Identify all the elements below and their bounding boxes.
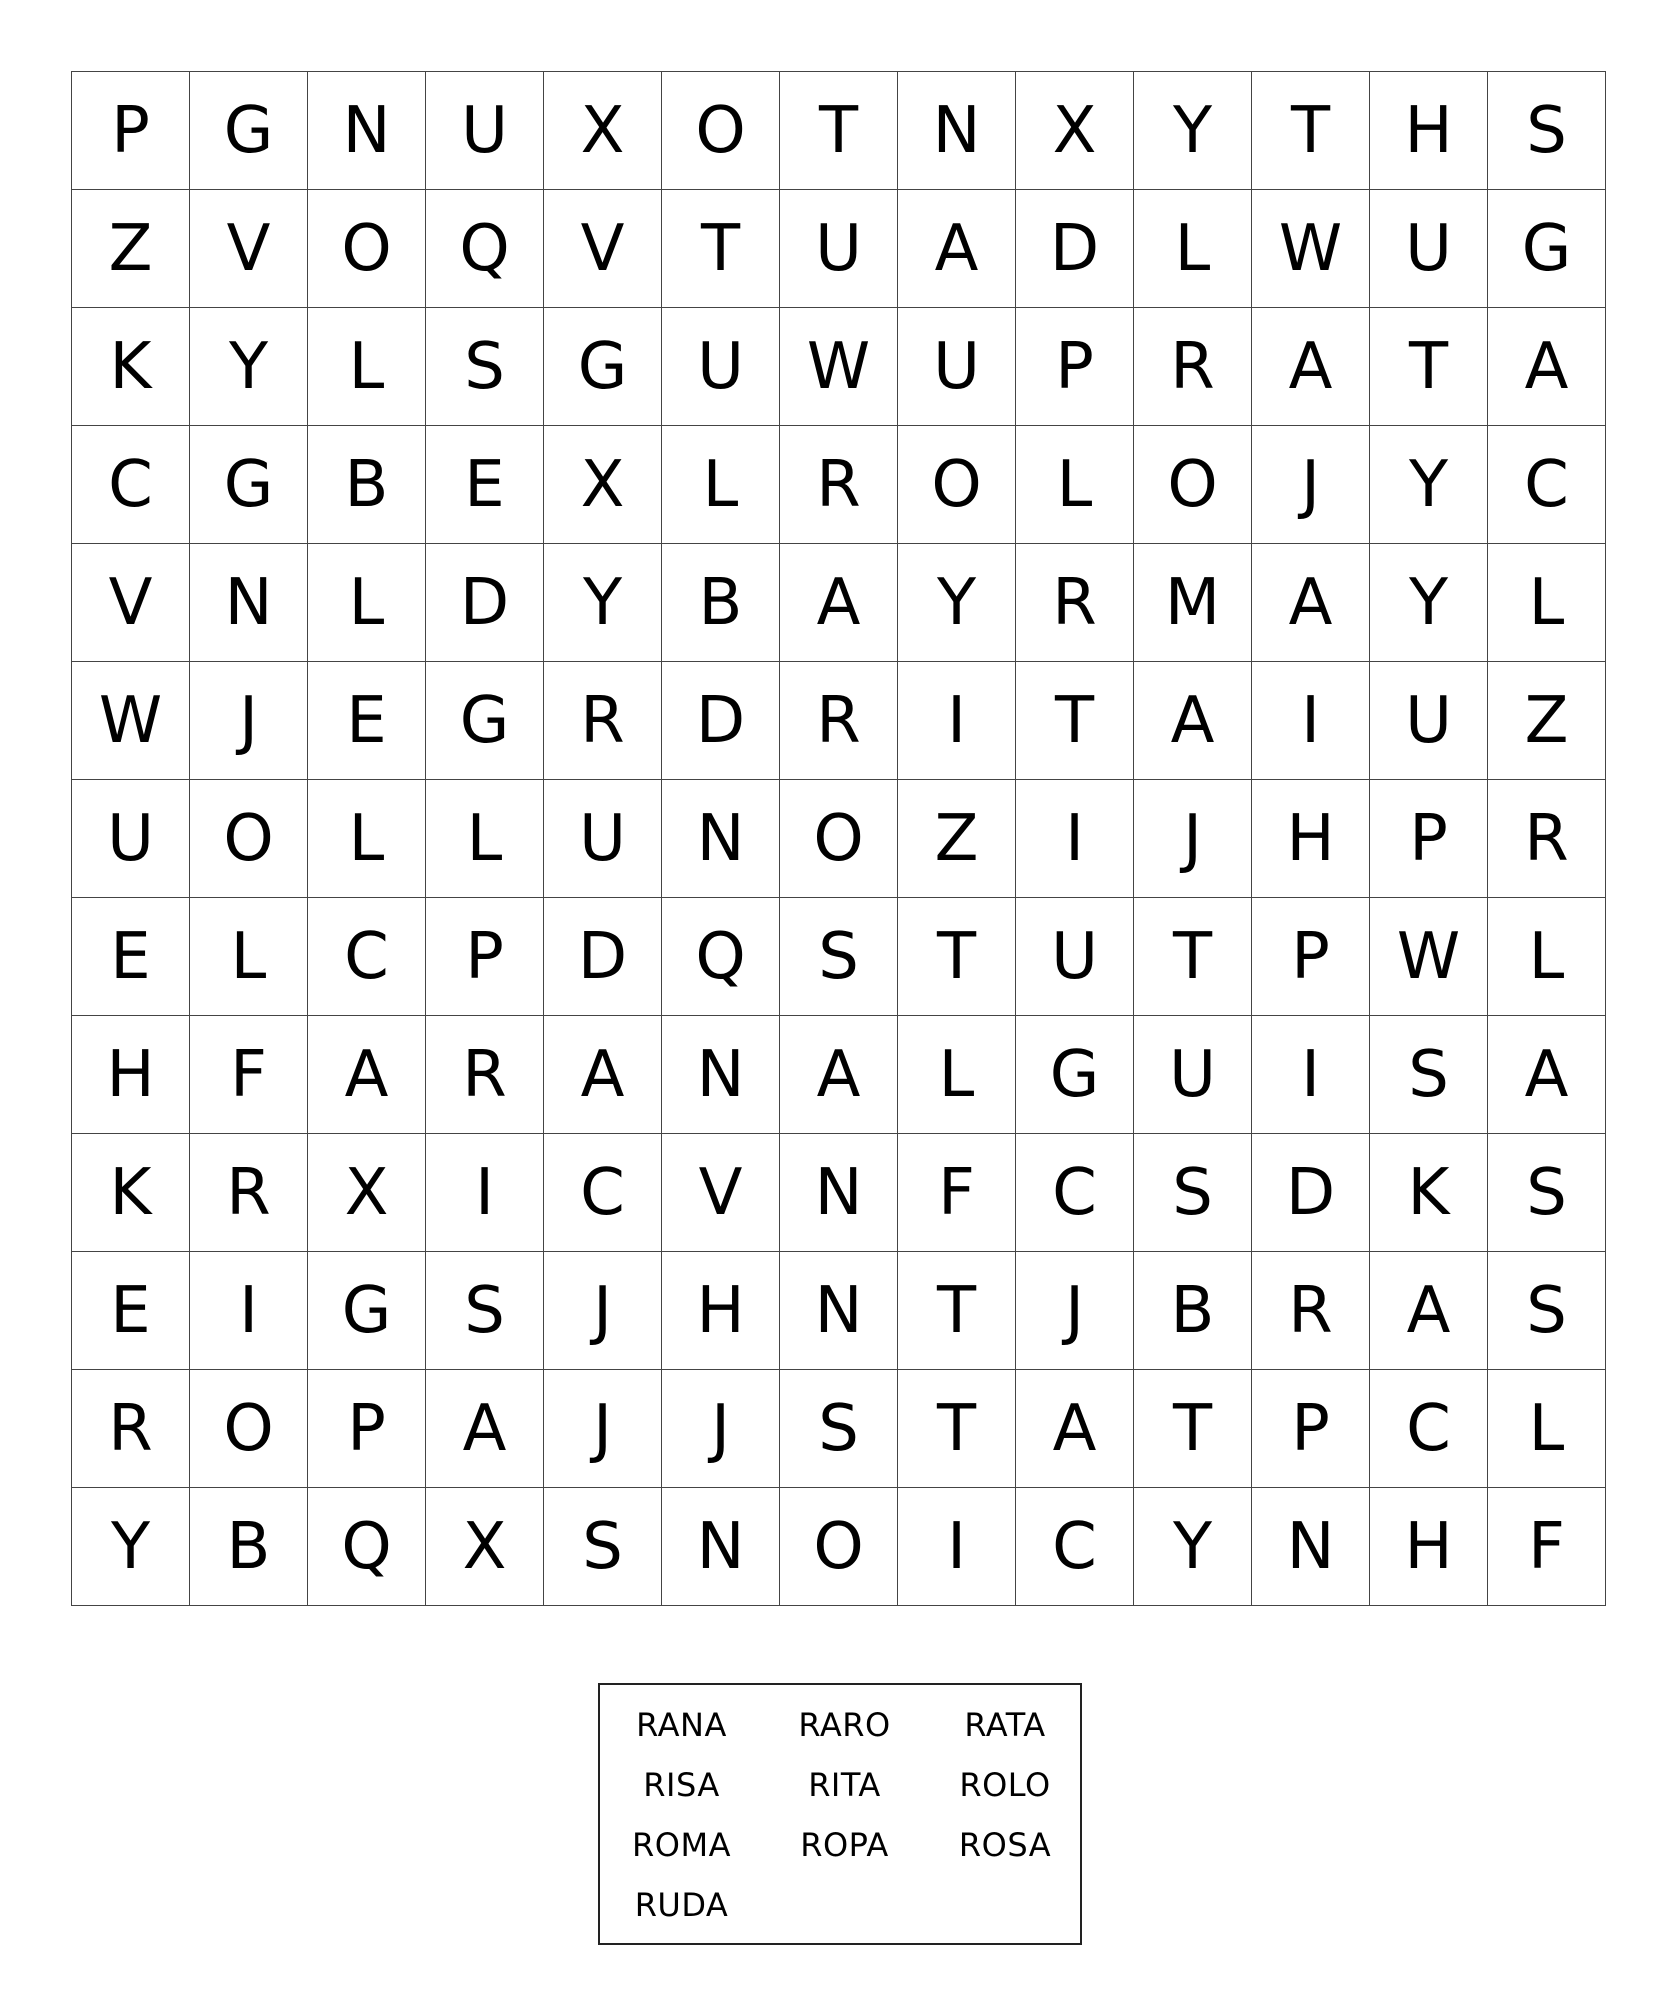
grid-cell[interactable]: W	[72, 662, 190, 780]
grid-cell[interactable]: D	[662, 662, 780, 780]
grid-cell[interactable]: N	[308, 72, 426, 190]
grid-cell[interactable]: A	[1134, 662, 1252, 780]
grid-cell[interactable]: R	[72, 1370, 190, 1488]
grid-cell[interactable]: Q	[308, 1488, 426, 1606]
grid-cell[interactable]: R	[780, 662, 898, 780]
grid-cell[interactable]: T	[1134, 1370, 1252, 1488]
grid-cell[interactable]: D	[1252, 1134, 1370, 1252]
grid-cell[interactable]: A	[426, 1370, 544, 1488]
grid-cell[interactable]: Y	[1134, 1488, 1252, 1606]
grid-cell[interactable]: X	[544, 426, 662, 544]
grid-cell[interactable]: L	[662, 426, 780, 544]
grid-cell[interactable]: U	[1370, 190, 1488, 308]
grid-cell[interactable]: W	[780, 308, 898, 426]
grid-cell[interactable]: S	[780, 898, 898, 1016]
grid-cell[interactable]: R	[1134, 308, 1252, 426]
grid-cell[interactable]: A	[780, 544, 898, 662]
grid-cell[interactable]: L	[308, 780, 426, 898]
grid-cell[interactable]: N	[780, 1252, 898, 1370]
grid-cell[interactable]: R	[544, 662, 662, 780]
grid-cell[interactable]: X	[426, 1488, 544, 1606]
grid-cell[interactable]: I	[1016, 780, 1134, 898]
grid-cell[interactable]: I	[426, 1134, 544, 1252]
grid-cell[interactable]: S	[426, 308, 544, 426]
grid-cell[interactable]: K	[72, 308, 190, 426]
grid-cell[interactable]: W	[1252, 190, 1370, 308]
grid-cell[interactable]: B	[662, 544, 780, 662]
grid-cell[interactable]: S	[544, 1488, 662, 1606]
grid-cell[interactable]: A	[308, 1016, 426, 1134]
grid-cell[interactable]: H	[662, 1252, 780, 1370]
grid-cell[interactable]: N	[780, 1134, 898, 1252]
grid-cell[interactable]: Y	[1370, 426, 1488, 544]
grid-cell[interactable]: U	[898, 308, 1016, 426]
grid-cell[interactable]: Q	[662, 898, 780, 1016]
grid-cell[interactable]: T	[780, 72, 898, 190]
grid-cell[interactable]: T	[1016, 662, 1134, 780]
grid-cell[interactable]: L	[190, 898, 308, 1016]
grid-cell[interactable]: O	[190, 780, 308, 898]
grid-cell[interactable]: O	[780, 780, 898, 898]
grid-cell[interactable]: C	[308, 898, 426, 1016]
grid-cell[interactable]: U	[780, 190, 898, 308]
grid-cell[interactable]: N	[190, 544, 308, 662]
grid-cell[interactable]: C	[1016, 1134, 1134, 1252]
grid-cell[interactable]: O	[780, 1488, 898, 1606]
grid-cell[interactable]: T	[898, 898, 1016, 1016]
grid-cell[interactable]: C	[1488, 426, 1606, 544]
grid-cell[interactable]: U	[1370, 662, 1488, 780]
grid-cell[interactable]: T	[662, 190, 780, 308]
grid-cell[interactable]: I	[1252, 1016, 1370, 1134]
grid-cell[interactable]: T	[1134, 898, 1252, 1016]
grid-cell[interactable]: A	[780, 1016, 898, 1134]
word-bank-item: RISA	[643, 1766, 720, 1804]
letter-grid	[71, 71, 1606, 1606]
grid-cell[interactable]: T	[898, 1370, 1016, 1488]
grid-cell[interactable]: L	[1134, 190, 1252, 308]
grid-cell[interactable]: E	[426, 426, 544, 544]
grid-cell[interactable]: Y	[1134, 72, 1252, 190]
grid-cell[interactable]: Z	[898, 780, 1016, 898]
grid-cell[interactable]: N	[1252, 1488, 1370, 1606]
word-bank-item: ROMA	[632, 1826, 731, 1864]
grid-cell[interactable]: L	[1488, 898, 1606, 1016]
grid-cell[interactable]: C	[544, 1134, 662, 1252]
word-bank	[598, 1683, 1082, 1945]
grid-cell[interactable]: P	[1252, 898, 1370, 1016]
grid-cell[interactable]: G	[1016, 1016, 1134, 1134]
grid-cell[interactable]: L	[426, 780, 544, 898]
grid-cell[interactable]: X	[544, 72, 662, 190]
grid-cell[interactable]: B	[1134, 1252, 1252, 1370]
grid-cell[interactable]: V	[72, 544, 190, 662]
grid-cell[interactable]: J	[662, 1370, 780, 1488]
grid-cell[interactable]: P	[72, 72, 190, 190]
grid-cell[interactable]: O	[662, 72, 780, 190]
grid-cell[interactable]: J	[1134, 780, 1252, 898]
grid-cell[interactable]: L	[1488, 544, 1606, 662]
grid-cell[interactable]: A	[1488, 1016, 1606, 1134]
grid-cell[interactable]: U	[1016, 898, 1134, 1016]
grid-cell[interactable]: M	[1134, 544, 1252, 662]
grid-cell[interactable]: U	[72, 780, 190, 898]
grid-cell[interactable]: T	[898, 1252, 1016, 1370]
grid-cell[interactable]: I	[190, 1252, 308, 1370]
grid-cell[interactable]: A	[1370, 1252, 1488, 1370]
grid-cell[interactable]: G	[1488, 190, 1606, 308]
word-bank-item: ROSA	[958, 1826, 1052, 1864]
grid-cell[interactable]: R	[426, 1016, 544, 1134]
grid-cell[interactable]: U	[662, 308, 780, 426]
grid-cell[interactable]: L	[308, 308, 426, 426]
grid-cell[interactable]: P	[426, 898, 544, 1016]
grid-cell[interactable]: U	[1134, 1016, 1252, 1134]
grid-cell[interactable]: A	[1252, 308, 1370, 426]
grid-cell[interactable]: Y	[898, 544, 1016, 662]
grid-cell[interactable]: P	[1252, 1370, 1370, 1488]
grid-cell[interactable]: B	[190, 1488, 308, 1606]
grid-cell[interactable]: R	[1016, 544, 1134, 662]
grid-cell[interactable]: J	[1252, 426, 1370, 544]
grid-cell[interactable]: A	[1488, 308, 1606, 426]
grid-cell[interactable]: L	[308, 544, 426, 662]
grid-cell[interactable]: G	[190, 72, 308, 190]
grid-cell[interactable]: W	[1370, 898, 1488, 1016]
grid-cell[interactable]: E	[72, 898, 190, 1016]
grid-cell[interactable]: F	[190, 1016, 308, 1134]
grid-cell[interactable]: A	[1016, 1370, 1134, 1488]
grid-cell[interactable]: P	[308, 1370, 426, 1488]
grid-cell[interactable]: G	[190, 426, 308, 544]
grid-cell[interactable]: N	[898, 72, 1016, 190]
grid-cell[interactable]: X	[308, 1134, 426, 1252]
grid-cell[interactable]: A	[544, 1016, 662, 1134]
grid-cell[interactable]: K	[1370, 1134, 1488, 1252]
grid-cell[interactable]: C	[72, 426, 190, 544]
grid-cell[interactable]: Z	[1488, 662, 1606, 780]
grid-cell[interactable]: P	[1016, 308, 1134, 426]
grid-cell[interactable]: A	[1252, 544, 1370, 662]
grid-cell[interactable]: J	[544, 1252, 662, 1370]
grid-cell[interactable]: Y	[72, 1488, 190, 1606]
grid-cell[interactable]: Q	[426, 190, 544, 308]
grid-cell[interactable]: A	[898, 190, 1016, 308]
grid-cell[interactable]: D	[426, 544, 544, 662]
grid-cell[interactable]: B	[308, 426, 426, 544]
grid-cell[interactable]: I	[898, 1488, 1016, 1606]
grid-cell[interactable]: P	[1370, 780, 1488, 898]
grid-cell[interactable]: J	[1016, 1252, 1134, 1370]
grid-cell[interactable]: J	[190, 662, 308, 780]
grid-cell[interactable]: S	[780, 1370, 898, 1488]
grid-cell[interactable]: H	[1370, 72, 1488, 190]
grid-cell[interactable]: N	[662, 1016, 780, 1134]
grid-cell[interactable]: S	[1488, 1252, 1606, 1370]
grid-cell[interactable]: R	[1488, 780, 1606, 898]
grid-cell[interactable]: G	[544, 308, 662, 426]
word-bank-item: RANA	[636, 1706, 727, 1744]
grid-cell[interactable]: V	[662, 1134, 780, 1252]
grid-cell[interactable]: V	[544, 190, 662, 308]
grid-cell[interactable]: C	[1016, 1488, 1134, 1606]
word-bank-item: RARO	[798, 1706, 891, 1744]
grid-cell[interactable]: S	[426, 1252, 544, 1370]
grid-cell[interactable]: T	[1370, 308, 1488, 426]
word-bank-item: ROPA	[800, 1826, 889, 1864]
grid-cell[interactable]: I	[1252, 662, 1370, 780]
grid-cell[interactable]: V	[190, 190, 308, 308]
grid-cell[interactable]: Y	[190, 308, 308, 426]
grid-cell[interactable]: O	[190, 1370, 308, 1488]
word-bank-item: ROLO	[959, 1766, 1051, 1804]
grid-cell[interactable]: F	[1488, 1488, 1606, 1606]
grid-cell[interactable]: T	[1252, 72, 1370, 190]
grid-cell[interactable]: H	[1370, 1488, 1488, 1606]
grid-cell[interactable]: O	[1134, 426, 1252, 544]
grid-cell[interactable]: S	[1488, 1134, 1606, 1252]
grid-cell[interactable]: J	[544, 1370, 662, 1488]
grid-cell[interactable]: N	[662, 1488, 780, 1606]
grid-cell[interactable]: G	[426, 662, 544, 780]
grid-cell[interactable]: O	[898, 426, 1016, 544]
grid-cell[interactable]: E	[72, 1252, 190, 1370]
grid-cell[interactable]: N	[662, 780, 780, 898]
grid-cell[interactable]: O	[308, 190, 426, 308]
grid-cell[interactable]: F	[898, 1134, 1016, 1252]
word-bank-item: RUDA	[634, 1886, 729, 1924]
grid-cell[interactable]: L	[898, 1016, 1016, 1134]
grid-cell[interactable]: S	[1488, 72, 1606, 190]
grid-cell[interactable]: U	[544, 780, 662, 898]
grid-cell[interactable]: G	[308, 1252, 426, 1370]
grid-cell[interactable]: Z	[72, 190, 190, 308]
grid-cell[interactable]: H	[72, 1016, 190, 1134]
grid-cell[interactable]: R	[1252, 1252, 1370, 1370]
word-bank-item: RITA	[808, 1766, 881, 1804]
grid-cell[interactable]: E	[308, 662, 426, 780]
grid-cell[interactable]: X	[1016, 72, 1134, 190]
grid-cell[interactable]: D	[1016, 190, 1134, 308]
grid-cell[interactable]: C	[1370, 1370, 1488, 1488]
grid-cell[interactable]: L	[1016, 426, 1134, 544]
grid-cell[interactable]: I	[898, 662, 1016, 780]
grid-cell[interactable]: Y	[1370, 544, 1488, 662]
grid-cell[interactable]: S	[1134, 1134, 1252, 1252]
grid-cell[interactable]: D	[544, 898, 662, 1016]
word-bank-item: RATA	[964, 1706, 1046, 1744]
grid-cell[interactable]: Y	[544, 544, 662, 662]
grid-cell[interactable]: U	[426, 72, 544, 190]
grid-cell[interactable]: S	[1370, 1016, 1488, 1134]
grid-cell[interactable]: L	[1488, 1370, 1606, 1488]
grid-cell[interactable]: R	[780, 426, 898, 544]
grid-cell[interactable]: R	[190, 1134, 308, 1252]
grid-cell[interactable]: K	[72, 1134, 190, 1252]
grid-cell[interactable]: H	[1252, 780, 1370, 898]
